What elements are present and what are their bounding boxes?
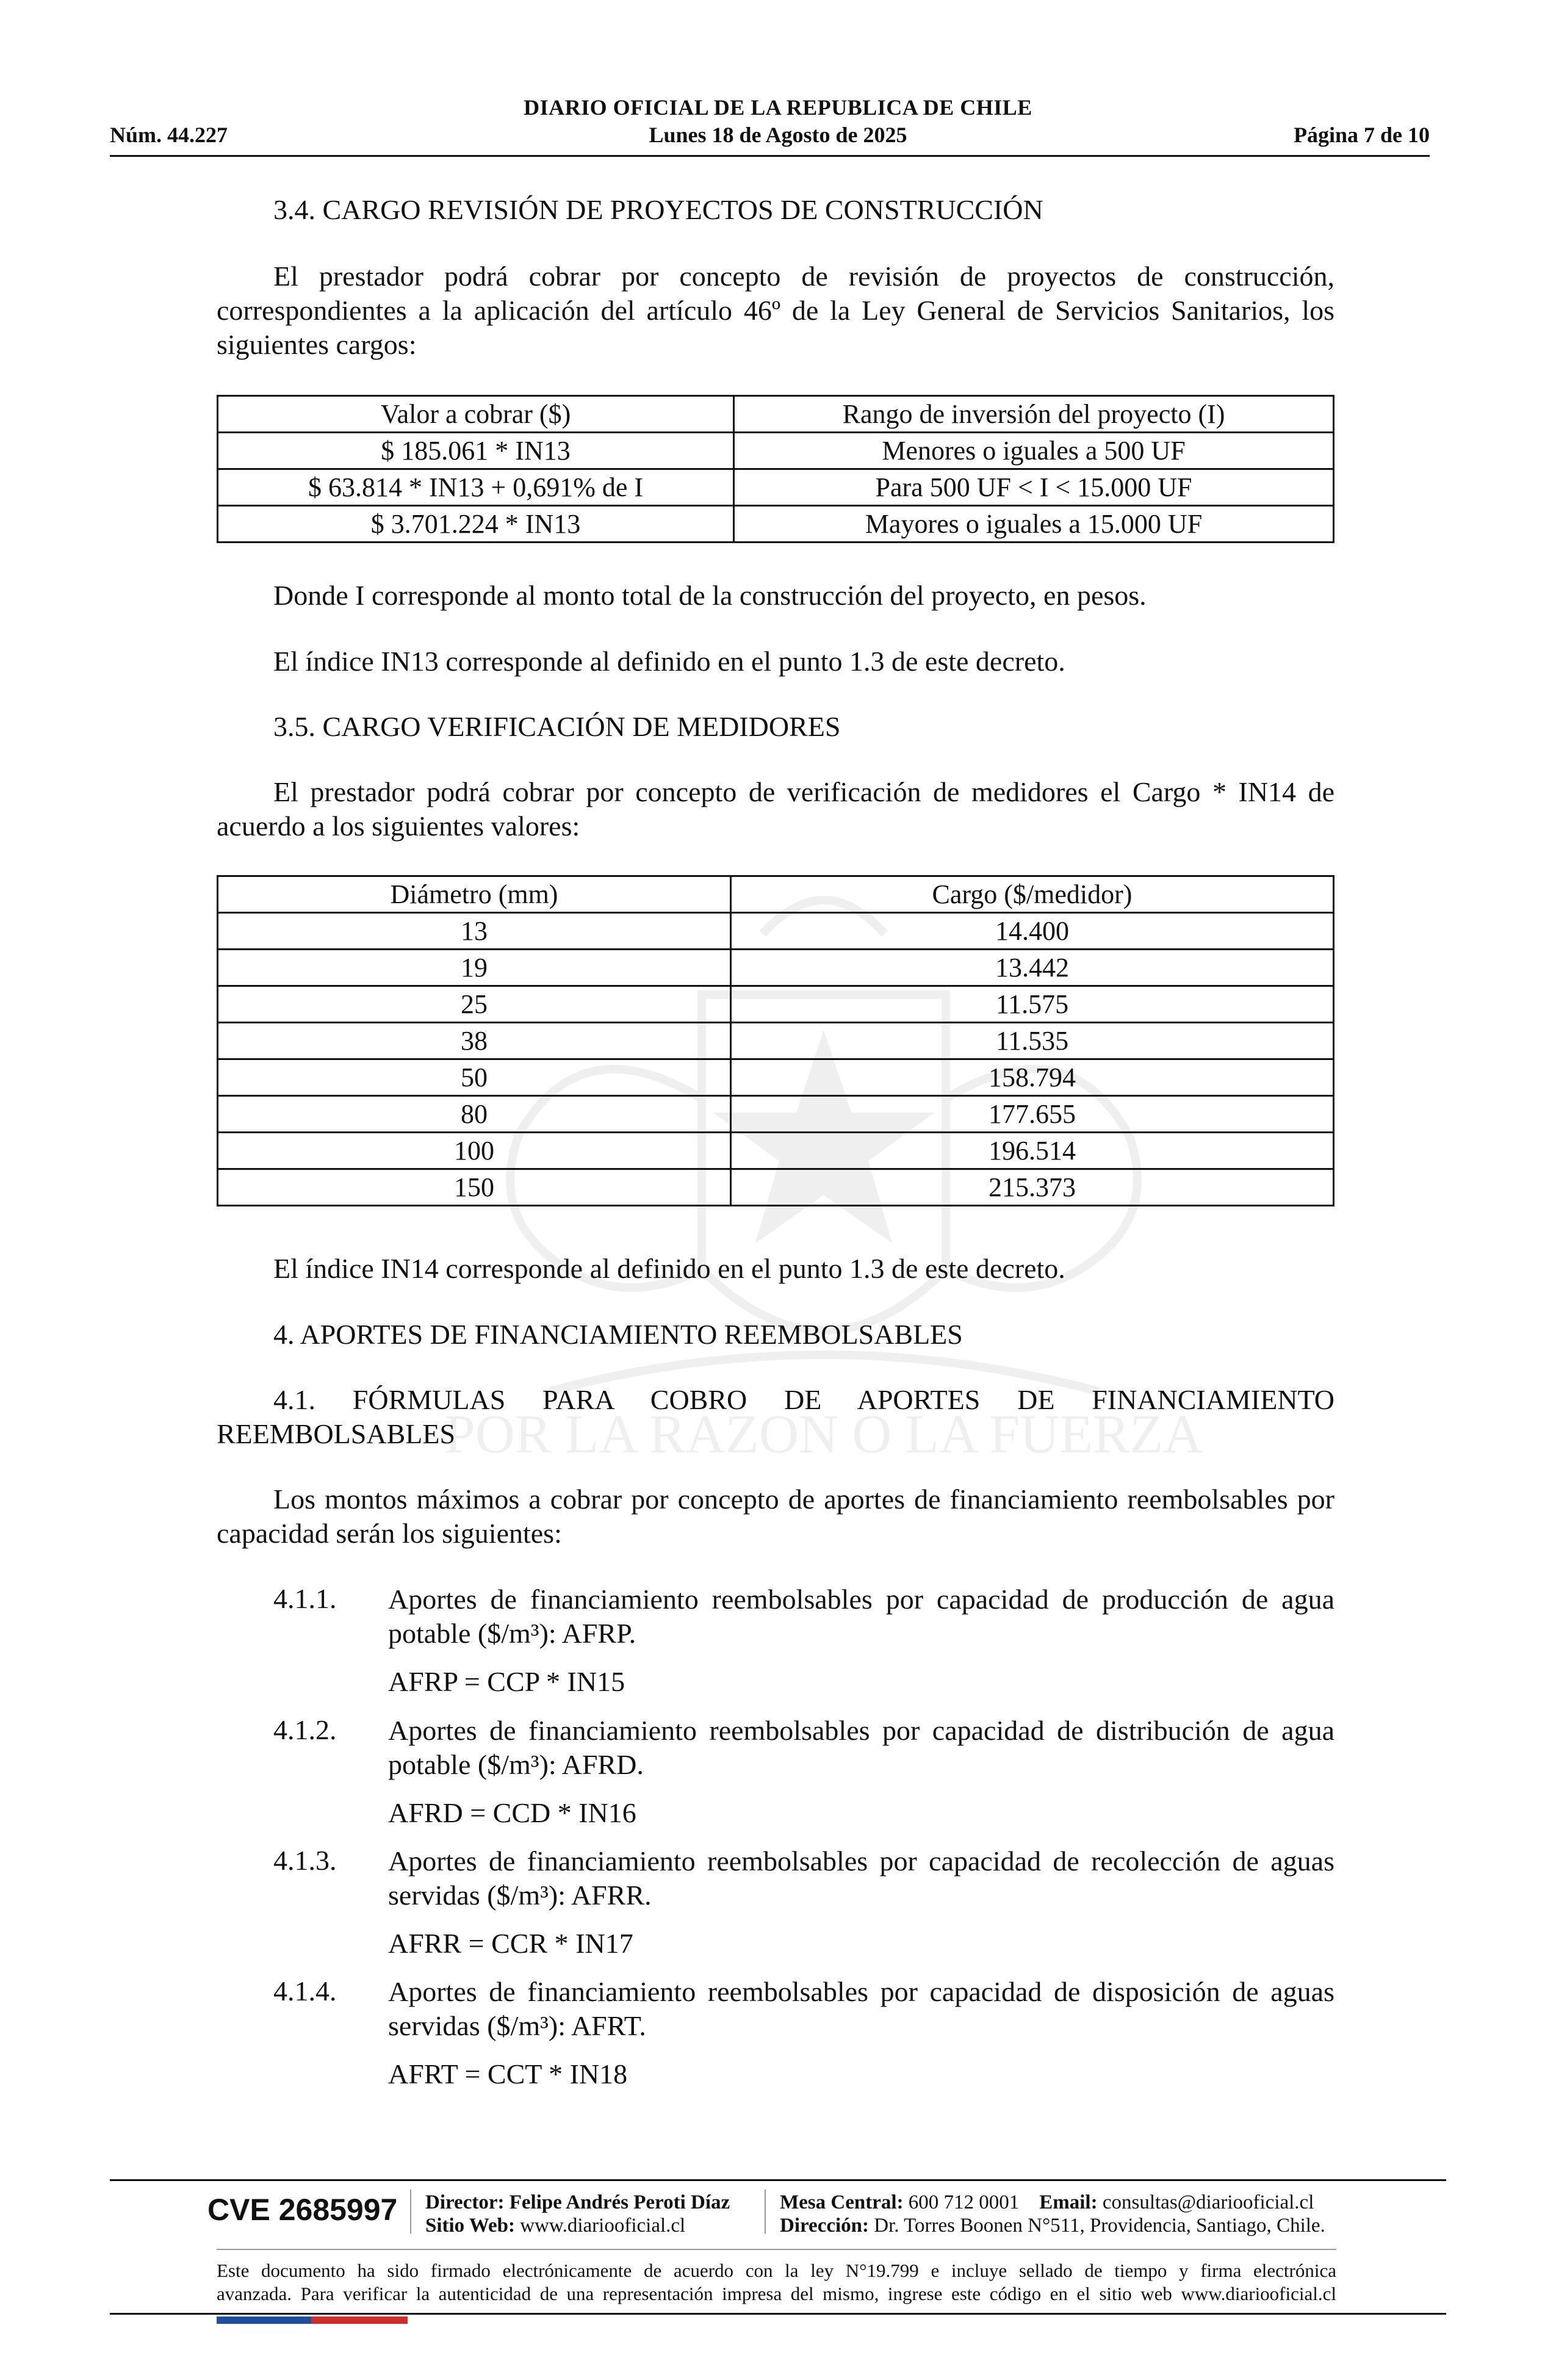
formula-afrd: AFRD = CCD * IN16: [388, 1797, 636, 1828]
section-3-4-heading: 3.4. CARGO REVISIÓN DE PROYECTOS DE CONSTRUCCIÓN: [273, 194, 1043, 225]
section-3-5-heading: 3.5. CARGO VERIFICACIÓN DE MEDIDORES: [273, 711, 841, 742]
table-cell: 13.442: [731, 950, 1334, 986]
section-3-5-intro: [217, 775, 1334, 843]
page-indicator: Página 7 de 10: [1293, 123, 1430, 147]
heading-line: 4.1. FÓRMULAS PARA COBRO DE APORTES DE FINANCIAMIENTO: [273, 1384, 1334, 1415]
table-row: [218, 433, 1334, 469]
table-header-cell: Cargo ($/medidor): [731, 876, 1334, 913]
intro-line: acuerdo a los siguientes valores:: [217, 810, 580, 842]
table-cell: 196.514: [731, 1133, 1334, 1169]
table-row: [218, 1059, 1334, 1096]
table-header-cell: Diámetro (mm): [218, 876, 731, 913]
table-row: [218, 469, 1334, 506]
section-4-heading: 4. APORTES DE FINANCIAMIENTO REEMBOLSABLES: [273, 1319, 963, 1350]
table-row: [218, 1096, 1334, 1133]
table-cell: 11.535: [731, 1023, 1334, 1059]
newspaper-title: DIARIO OFICIAL DE LA REPUBLICA DE CHILE: [524, 95, 1032, 120]
table-cell: Menores o iguales a 500 UF: [734, 433, 1334, 469]
intro-line: El prestador podrá cobrar por concepto de verificación de medidores el Cargo * IN14 de: [273, 776, 1334, 807]
table-row: [218, 506, 1334, 543]
table-cell: $ 63.814 * IN13 + 0,691% de I: [218, 469, 734, 506]
formula-afrr: AFRR = CCR * IN17: [388, 1928, 633, 1959]
item-number: 4.1.1.: [273, 1583, 337, 1614]
table-cell: 158.794: [731, 1059, 1334, 1096]
item-number: 4.1.4.: [273, 1975, 337, 2007]
table-cell: 11.575: [731, 986, 1334, 1023]
footer-bottom-divider: [110, 2313, 1446, 2315]
item-line: servidas ($/m³): AFRR.: [388, 1880, 652, 1911]
header-divider: [110, 155, 1430, 157]
item-number: 4.1.3.: [273, 1845, 337, 1876]
footer-contact-block: [780, 2191, 1325, 2237]
intro-line: Los montos máximos a cobrar por concepto de aportes de financiamiento reembolsables por: [273, 1484, 1334, 1515]
table-cell: $ 3.701.224 * IN13: [218, 506, 734, 543]
item-number: 4.1.2.: [273, 1714, 337, 1745]
table-row: [218, 1169, 1334, 1206]
table-cell: 215.373: [731, 1169, 1334, 1206]
svg-text:POR LA RAZON O LA FUERZA: POR LA RAZON O LA FUERZA: [444, 1404, 1203, 1465]
formula-afrp: AFRP = CCP * IN15: [388, 1666, 625, 1697]
flag-stripe-red: [311, 2317, 408, 2324]
table-cell: 14.400: [731, 913, 1334, 950]
in13-note: El índice IN13 corresponde al definido en el punto 1.3 de este decreto.: [273, 646, 1065, 677]
director-name: Felipe Andrés Peroti Díaz: [509, 2191, 730, 2213]
director-label: Director:: [425, 2191, 505, 2213]
footer-mid-divider: [217, 2249, 1336, 2250]
table-cell: Mayores o iguales a 15.000 UF: [734, 506, 1334, 543]
heading-line: REEMBOLSABLES: [217, 1418, 456, 1449]
table-header-cell: Rango de inversión del proyecto (I): [734, 396, 1334, 433]
table-header-row: [218, 396, 1334, 433]
table-cell: 150: [218, 1169, 731, 1206]
issue-date: Lunes 18 de Agosto de 2025: [649, 123, 907, 147]
table-cell: 50: [218, 1059, 731, 1096]
table-row: [218, 1133, 1334, 1169]
address-text: Dr. Torres Boonen N°511, Providencia, Santiago, Chile.: [874, 2215, 1325, 2237]
formula-afrt: AFRT = CCT * IN18: [388, 2058, 628, 2090]
website-label: Sitio Web:: [425, 2215, 516, 2237]
cve-code: CVE 2685997: [207, 2193, 398, 2227]
email-link[interactable]: consultas@diariooficial.cl: [1102, 2191, 1314, 2213]
section-3-4-intro: [217, 259, 1334, 362]
table-cell: 13: [218, 913, 731, 950]
item-line: Aportes de financiamiento reembolsables por capacidad de recolección de aguas: [388, 1845, 1334, 1877]
item-text: [388, 1844, 1334, 1913]
phone-number: 600 712 0001: [908, 2191, 1020, 2213]
item-text: [388, 1975, 1334, 2043]
revision-charges-table: [217, 395, 1334, 543]
section-4-1-heading: [217, 1383, 1334, 1451]
item-text: [388, 1582, 1334, 1651]
item-line: servidas ($/m³): AFRT.: [388, 2010, 646, 2041]
section-4-1-intro: [217, 1482, 1334, 1551]
footer-separator: [765, 2190, 766, 2234]
table-cell: Para 500 UF < I < 15.000 UF: [734, 469, 1334, 506]
table-cell: 80: [218, 1096, 731, 1133]
footer-separator: [410, 2190, 411, 2234]
legal-line: avanzada. Para verificar la autenticidad de una representación impresa del mismo, ingrese este código en el sitio web www.diariooficial.cl: [217, 2283, 1336, 2304]
item-line: Aportes de financiamiento reembolsables por capacidad de producción de agua: [388, 1584, 1334, 1615]
footer-top-divider: [110, 2179, 1446, 2181]
table-header-row: [218, 876, 1334, 913]
intro-line: siguientes cargos:: [217, 329, 417, 360]
project-amount-note: Donde I corresponde al monto total de la construcción del proyecto, en pesos.: [273, 580, 1147, 611]
table-cell: 19: [218, 950, 731, 986]
website-link[interactable]: www.diariooficial.cl: [520, 2215, 686, 2237]
email-label: Email:: [1039, 2191, 1098, 2213]
intro-line: El prestador podrá cobrar por concepto de revisión de proyectos de construcción,: [273, 261, 1334, 292]
table-row: [218, 986, 1334, 1023]
item-line: Aportes de financiamiento reembolsables por capacidad de disposición de aguas: [388, 1976, 1334, 2007]
meter-verification-table: [217, 875, 1334, 1206]
item-line: potable ($/m³): AFRP.: [388, 1618, 636, 1649]
table-cell: 177.655: [731, 1096, 1334, 1133]
table-header-cell: Valor a cobrar ($): [218, 396, 734, 433]
table-row: [218, 950, 1334, 986]
intro-line: capacidad serán los siguientes:: [217, 1518, 562, 1549]
item-line: potable ($/m³): AFRD.: [388, 1749, 644, 1780]
footer-director-block: [425, 2191, 730, 2237]
address-label: Dirección:: [780, 2215, 870, 2237]
table-row: [218, 1023, 1334, 1059]
table-row: [218, 913, 1334, 950]
phone-label: Mesa Central:: [780, 2191, 904, 2213]
legal-line: Este documento ha sido firmado electrónicamente de acuerdo con la ley N°19.799 e incluye sellado de tiempo y firma electrónica: [217, 2260, 1336, 2281]
in14-note: El índice IN14 corresponde al definido en el punto 1.3 de este decreto.: [273, 1253, 1065, 1284]
item-text: [388, 1714, 1334, 1782]
table-cell: 38: [218, 1023, 731, 1059]
issue-number: Núm. 44.227: [110, 123, 228, 147]
legal-notice: [217, 2259, 1336, 2306]
table-cell: 25: [218, 986, 731, 1023]
table-cell: 100: [218, 1133, 731, 1169]
item-line: Aportes de financiamiento reembolsables por capacidad de distribución de agua: [388, 1715, 1334, 1746]
flag-stripe-blue: [217, 2317, 311, 2324]
table-cell: $ 185.061 * IN13: [218, 433, 734, 469]
intro-line: correspondientes a la aplicación del artículo 46º de la Ley General de Servicios Sanitarios, los: [217, 295, 1334, 326]
